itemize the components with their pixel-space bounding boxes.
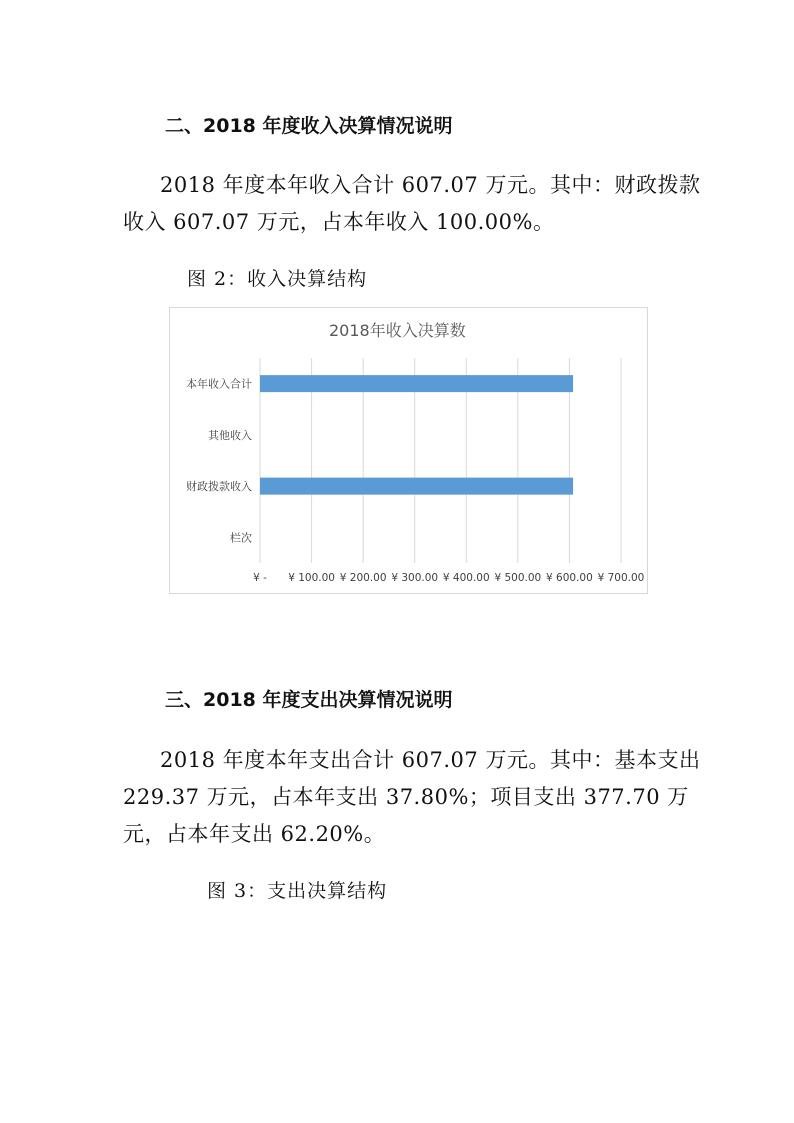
bar [260,375,573,392]
category-label: 栏次 [230,531,252,545]
x-tick-label: ¥ 400.00 [442,572,490,584]
section-2-paragraph-line-1: 2018 年度本年收入合计 607.07 万元。其中：财政拨款 [160,173,701,197]
category-label: 其他收入 [208,428,252,442]
chart-title: 2018年收入决算数 [329,321,466,340]
x-tick-label: ¥ 200.00 [339,572,387,584]
figure-2-caption: 图 2：收入决算结构 [187,268,368,290]
category-label: 财政拨款收入 [186,480,252,494]
section-3-heading: 三、2018 年度支出决算情况说明 [165,689,453,711]
x-tick-label: ¥ 600.00 [546,572,593,584]
chart-category-labels [186,377,252,545]
chart-x-tick-labels [253,572,644,584]
chart-bars [260,375,573,495]
income-chart-canvas [170,308,649,595]
section-2-heading: 二、2018 年度收入决算情况说明 [165,115,453,137]
category-label: 本年收入合计 [186,377,252,391]
x-tick-label: ¥ - [253,572,267,584]
income-chart [169,307,648,594]
x-tick-label: ¥ 300.00 [391,572,439,584]
bar [260,478,573,495]
section-3-paragraph-line-3: 元，占本年支出 62.20%。 [123,822,386,846]
x-tick-label: ¥ 100.00 [288,572,335,584]
section-3-paragraph-line-1: 2018 年度本年支出合计 607.07 万元。其中：基本支出 [160,748,701,772]
figure-3-caption: 图 3：支出决算结构 [207,880,388,902]
x-tick-label: ¥ 500.00 [494,572,542,584]
section-3-paragraph-line-2: 229.37 万元，占本年支出 37.80%；项目支出 377.70 万 [123,785,689,809]
section-2-paragraph-line-2: 收入 607.07 万元，占本年收入 100.00%。 [123,210,555,234]
x-tick-label: ¥ 700.00 [597,572,645,584]
